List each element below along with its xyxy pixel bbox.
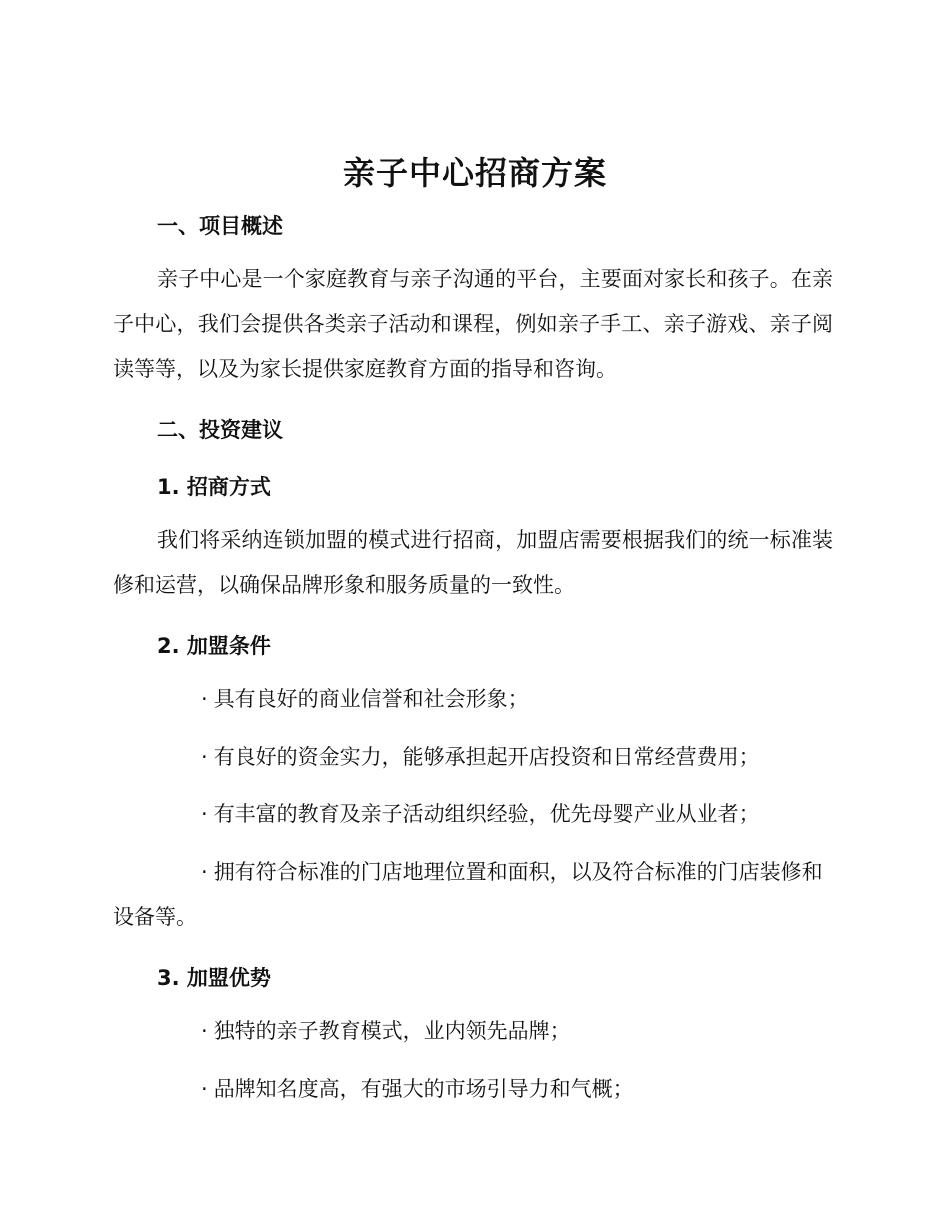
list-item-text: 具有良好的商业信誉和社会形象； <box>213 687 529 711</box>
bullet-dot: · <box>201 1019 208 1043</box>
list-item-text: 有良好的资金实力，能够承担起开店投资和日常经营费用； <box>213 745 760 769</box>
list-item <box>113 850 833 940</box>
page-title: 亲子中心招商方案 <box>342 154 607 192</box>
list-item-text: 拥有符合标准的门店地理位置和面积，以及符合标准的门店装修和设备等。 <box>113 860 823 929</box>
bullet-dot: · <box>201 802 208 826</box>
list-item <box>113 1009 833 1054</box>
list-item <box>113 677 833 722</box>
bullet-dot: · <box>201 1077 208 1101</box>
list-item <box>113 1067 833 1112</box>
section-heading-investment: 二、投资建议 <box>157 418 283 442</box>
bullet-dot: · <box>201 687 208 711</box>
list-item <box>113 735 833 780</box>
recruit-method-paragraph: 我们将采纳连锁加盟的模式进行招商，加盟店需要根据我们的统一标准装修和运营，以确保品牌形象和服务质量的一致性。 <box>113 528 833 597</box>
list-item <box>113 792 833 837</box>
overview-paragraph: 亲子中心是一个家庭教育与亲子沟通的平台，主要面对家长和孩子。在亲子中心，我们会提供各类亲子活动和课程，例如亲子手工、亲子游戏、亲子阅读等等，以及为家长提供家庭教育方面的指导和咨询。 <box>113 267 833 381</box>
section-heading-overview: 一、项目概述 <box>157 214 283 238</box>
subheading-franchise-advantages: 3. 加盟优势 <box>157 966 271 990</box>
subheading-franchise-conditions: 2. 加盟条件 <box>157 634 271 658</box>
list-item-text: 有丰富的教育及亲子活动组织经验，优先母婴产业从业者； <box>213 802 760 826</box>
bullet-dot: · <box>201 860 208 884</box>
bullet-dot: · <box>201 745 208 769</box>
subheading-recruit-method: 1. 招商方式 <box>157 475 271 499</box>
list-item-text: 独特的亲子教育模式，业内领先品牌； <box>213 1019 571 1043</box>
list-item-text: 品牌知名度高，有强大的市场引导力和气概； <box>213 1077 634 1101</box>
